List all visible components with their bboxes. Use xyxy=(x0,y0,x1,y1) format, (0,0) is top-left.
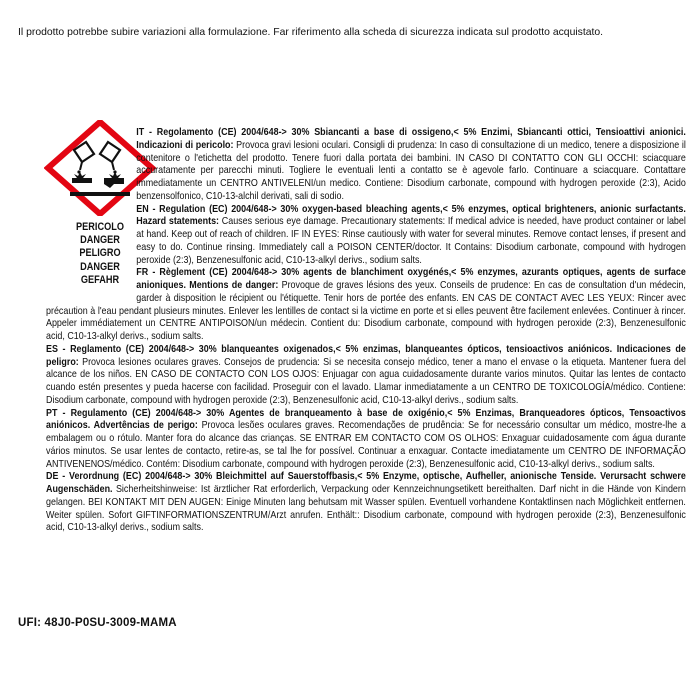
signal-word-it: PERICOLO xyxy=(76,221,124,233)
section-pt-body: Provoca lesões oculares graves. Recomendações de prudência: Se for necessário consultar um médico, mostre-lhe a embalagem ou o rótulo. Manter fora do alcance das crianças. SE ENTRAR EM CONTACTO COM OS OLHOS: Enxaguar cuidadosamente com água durante vários minutos. Se usar lentes de contacto, retire-as, se tal lhe for possível. Continuar a enxaguar. Contacte imediatamente um CENTRO DE INFORMAÇÃO ANTIVENENOS/médico. Contém: Disodium carbonate, compound with hydrogen peroxide (2:3), Benzenesulfonic acid, C10-13-alkyl derivs., sodium salts. xyxy=(46,420,686,470)
section-de-body: Sicherheitshinweise: Ist ärztlicher Rat erforderlich, Verpackung oder Kennzeichnungsetikett bereithalten. Darf nicht in die Hände von Kindern gelangen. BEI KONTAKT MIT DEN AUGEN: Einige Minuten lang behutsam mit Wasser spülen. Eventuell vorhandene Kontaktlinsen nach Möglichkeit entfernen. Weiter spülen. Sofort GIFTINFORMATIONSZENTRUM/Arzt anrufen. Enthält:: Disodium carbonate, compound with hydrogen peroxide (2:3), Benzenesulfonic acid, C10-13-alkyl derivs., sodium salts. xyxy=(46,484,686,534)
section-en-heading: EN - Regulation (EC) 2004/648-> 30% oxygen-based bleaching agents,< 5% enzymes, optical brighteners, anionic surfactants. Hazard statements: xyxy=(136,203,686,228)
section-es xyxy=(46,344,686,408)
section-fr xyxy=(46,267,686,344)
signal-word-es: PELIGRO xyxy=(79,247,121,260)
signal-word-en: DANGER xyxy=(80,234,120,247)
section-de xyxy=(46,471,686,535)
ufi-code: UFI: 48J0-P0SU-3009-MAMA xyxy=(18,617,177,629)
section-it-body: Provoca gravi lesioni oculari. Consigli di prudenza: In caso di consultazione di un medico, tenere a disposizione il contenitore o l'etichetta del prodotto. Tenere fuori dalla portata dei bambini. IN CASO DI CONTATTO CON GLI OCCHI: sciacquare accuratamente per parecchi minuti. Togliere le eventuali lenti a contatto se è agevole farlo. Continuare a sciacquare. Contattare immediatamente un CENTRO ANTIVELENI/un medico. Contiene: Disodium carbonate, compound with hydrogen peroxide (2:3), Acido benzensolfonico, C10-13-alchil derivati, sali di sodio. xyxy=(136,139,686,202)
section-es-body: Provoca lesiones oculares graves. Consejos de prudencia: Si se necesita consejo médico, tener a mano el envase o la etiqueta. Mantener fuera del alcance de los niños. EN CASO DE CONTACTO CON LOS OJOS: Enjuagar con agua cuidadosamente durante varios minutos. Quitar las lentes de contacto cuando estén presentes y pueda hacerse con facilidad. Proseguir con el lavado. Llamar inmediatamente a un CENTRO DE TOXICOLOGÍA/médico. Contiene: Disodium carbonate, compound with hydrogen peroxide (2:3), Benzenesulfonic acid, C10-13-alkyl derivs., sodium salts. xyxy=(46,356,686,406)
section-de-heading: DE - Verordnung (EC) 2004/648-> 30% Bleichmittel auf Sauerstoffbasis,< 5% Enzyme, optische, Aufheller, anionische Tenside. Verursacht schwere Augenschäden. xyxy=(46,471,686,495)
section-en-body: Causes serious eye damage. Precautionary statements: If medical advice is needed, have product container or label at hand. Keep out of reach of children. IF IN EYES: Rinse cautiously with water for several minutes. Remove contact lenses, if present and easy to do. Continue rinsing. Immediately call a POISON CENTER/doctor. It Contains: Disodium carbonate, compound with hydrogen peroxide (2:3), Benzenesulfonic acid, C10-13-alkyl derivs., sodium salts. xyxy=(136,216,686,266)
section-fr-body: Provoque de graves lésions des yeux. Conseils de prudence: En cas de consultation d'un médecin, garder à disposition le récipient ou l'étiquette. Tenir hors de portée des enfants. EN CAS DE CONTACT AVEC LES YEUX: Rincer avec précaution à l'eau pendant plusieurs minutes. Enlever les lentilles de contact si la victime en porte et si elles peuvent être facilement enlevées. Continuer à rincer. Appeler immédiatement un CENTRE ANTIPOISON/un médecin. Contient du: Disodium carbonate, compound with hydrogen peroxide (2:3), Benzenesulfonic acid, C10-13-alkyl derivs., sodium salts. xyxy=(46,280,686,342)
safety-text xyxy=(46,127,686,535)
section-pt-heading: PT - Regulamento (CE) 2004/648-> 30% Agentes de branqueamento à base de oxigénio,< 5% Enzimas, Branqueadores ópticos, Tensoactivos aniónicos. Advertências de perigo: xyxy=(46,407,686,432)
pictogram-spacer xyxy=(46,127,136,303)
section-en xyxy=(46,204,686,268)
signal-word-de: GEFAHR xyxy=(80,273,120,286)
section-fr-heading: FR - Règlement (CE) 2004/648-> 30% agents de blanchiment oxygénés,< 5% enzymes, azurants optiques, agents de surface anioniques. Mentions de danger: xyxy=(136,267,686,291)
section-es-heading: ES - Reglamento (CE) 2004/648-> 30% blanqueantes oxigenados,< 5% enzimas, blanqueantes ópticos, tensioactivos aniónicos. Indicaciones de peligro: xyxy=(46,343,686,368)
section-it-heading: IT - Regolamento (CE) 2004/648-> 30% Sbiancanti a base di ossigeno,< 5% Enzimi, Sbiancanti ottici, Tensioattivi anionici. Indicazioni di pericolo: xyxy=(136,127,686,151)
section-pt xyxy=(46,408,686,472)
formulation-disclaimer: Il prodotto potrebbe subire variazioni alla formulazione. Far riferimento alla scheda di sicurezza indicata sul prodotto acquistato. xyxy=(18,27,604,38)
section-it xyxy=(46,127,686,204)
signal-word-fr: DANGER xyxy=(80,260,120,273)
